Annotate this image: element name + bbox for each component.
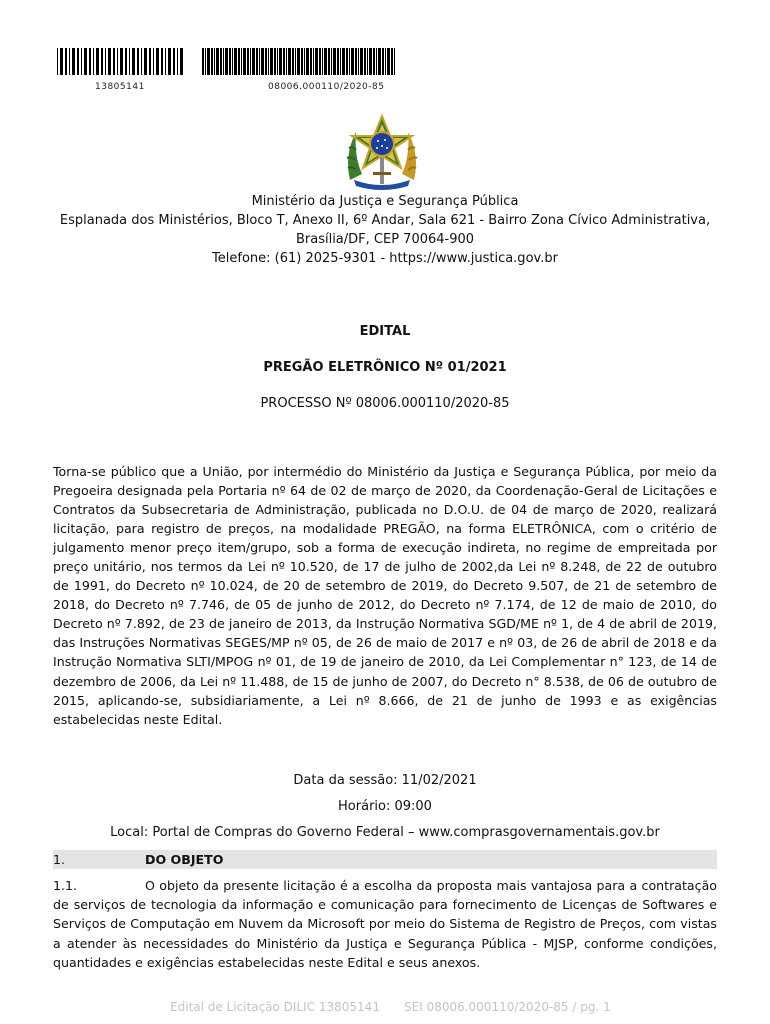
barcode-bar	[205, 48, 206, 75]
section-number: 1.	[53, 852, 66, 867]
section-title: DO OBJETO	[145, 852, 224, 867]
barcode-bar	[229, 48, 231, 75]
processo-number: PROCESSO Nº 08006.000110/2020-85	[260, 396, 510, 411]
intro-paragraph: Torna-se público que a União, por intermédio do Ministério da Justiça e Segurança Pública, por meio da Pregoeira designada pela Portaria nº 64 de 02 de março de 2020, da Coordenação-Geral de Licitações e Contratos da Subsecretaria de Administração, publicada no D.O.U. de 04 de março de 2020, realizará licitação, para registro de preços, na modalidade PREGÃO, na forma ELETRÔNICA, com o critério de julgamento menor preço item/grupo, sob a forma de execução indireta, no regime de empreitada por preço unitário, nos termos da Lei nº 10.520, de 17 de julho de 2002,da Lei nº 8.248, de 22 de outubro de 1991, do Decreto nº 10.024, de 20 de setembro de 2019, do Decreto 9.507, de 21 de setembro de 2018, do Decreto nº 7.746, de 05 de junho de 2012, do Decreto nº 7.174, de 12 de maio de 2010, do Decreto nº 7.892, de 23 de janeiro de 2013, da Instrução Normativa SGD/ME nº 1, de 4 de abril de 2019, das Instruções Normativas SEGES/MP nº 05, de 26 de maio de 2017 e nº 03, de 26 de abril de 2018 e da Instrução Normativa SLTI/MPOG nº 01, de 19 de janeiro de 2010, da Lei Complementar n° 123, de 14 de dezembro de 2006, da Lei nº 11.488, de 15 de junho de 2007, do Decreto n° 8.538, de 06 de outubro de 2015, aplicando-se, subsidiariamente, a Lei nº 8.666, de 21 de junho de 1993 e as exigências estabelecidas neste Edital.	[53, 464, 717, 727]
barcode-bar	[277, 48, 278, 75]
barcode-bar	[319, 48, 321, 75]
barcode-bar	[243, 48, 246, 75]
barcode-bar	[144, 48, 147, 75]
barcode-bar	[265, 48, 267, 75]
barcode-bar	[283, 48, 285, 75]
barcode-bar	[274, 48, 276, 75]
barcode-bar	[310, 48, 312, 75]
barcode-bar	[378, 48, 381, 75]
barcode-bar	[165, 48, 166, 75]
barcode-bar	[137, 48, 139, 75]
barcode-bar	[168, 48, 171, 75]
footer-page-reference: SEI 08006.000110/2020-85 / pg. 1	[404, 1000, 611, 1014]
barcode-bar	[105, 48, 106, 75]
barcode-bar	[342, 48, 345, 75]
barcode-bar	[394, 48, 395, 75]
barcode-bar	[360, 48, 363, 75]
barcode-bar	[96, 48, 99, 75]
barcode-bar	[238, 48, 240, 75]
barcode-bar	[77, 48, 79, 75]
barcode-bar	[65, 48, 67, 75]
barcode-bar	[141, 48, 142, 75]
barcode-bar	[93, 48, 94, 75]
institution-address: Esplanada dos Ministérios, Bloco T, Anexo II, 6º Andar, Sala 621 - Bairro Zona Cívico Administrativa,	[59, 213, 711, 228]
barcode-bar	[69, 48, 70, 75]
barcode-bar	[84, 48, 87, 75]
barcode-bar	[216, 48, 219, 75]
barcode-bar	[279, 48, 282, 75]
barcode-bar	[108, 48, 111, 75]
barcode-document-id	[57, 48, 185, 75]
barcode-bar	[387, 48, 390, 75]
barcode-bar	[373, 48, 375, 75]
barcode-bar	[241, 48, 242, 75]
barcode-bar	[57, 48, 58, 75]
barcode-bar	[261, 48, 264, 75]
barcode-bar	[301, 48, 303, 75]
brazil-coat-of-arms-emblem	[340, 110, 424, 190]
barcode-bar	[117, 48, 118, 75]
barcode-bar	[333, 48, 336, 75]
barcode-bar	[369, 48, 372, 75]
barcode-bar	[355, 48, 357, 75]
barcode-bar	[232, 48, 233, 75]
barcode-bar	[252, 48, 255, 75]
barcode-bar	[304, 48, 305, 75]
barcode-bar	[295, 48, 296, 75]
barcode-bar	[315, 48, 318, 75]
barcode-bar	[313, 48, 314, 75]
ministry-name: Ministério da Justiça e Segurança Pública	[251, 194, 519, 209]
barcode-bar	[173, 48, 175, 75]
document-type-title: EDITAL	[359, 324, 411, 339]
item-number: 1.1.	[53, 878, 78, 893]
barcode-bar	[349, 48, 350, 75]
barcode-bar	[391, 48, 393, 75]
barcode-bar	[225, 48, 228, 75]
barcode-bar	[177, 48, 178, 75]
barcode-bar	[149, 48, 151, 75]
barcode-bar	[385, 48, 386, 75]
barcode-bar	[161, 48, 163, 75]
barcode-bar	[306, 48, 309, 75]
barcode-document-id-label: 13805141	[95, 82, 145, 92]
institution-contact: Telefone: (61) 2025-9301 - https://www.justica.gov.br	[212, 251, 558, 266]
barcode-bar	[214, 48, 215, 75]
barcode-bar	[376, 48, 377, 75]
institution-city: Brasília/DF, CEP 70064-900	[295, 232, 475, 247]
barcode-bar	[292, 48, 294, 75]
barcode-bar	[125, 48, 127, 75]
footer-document-reference: Edital de Licitação DILIC 13805141	[170, 1000, 380, 1014]
barcode-bar	[324, 48, 327, 75]
session-time: Horário: 09:00	[338, 799, 432, 814]
barcode-process-number	[202, 48, 397, 75]
barcode-bar	[328, 48, 330, 75]
barcode-bar	[211, 48, 213, 75]
barcode-bar	[367, 48, 368, 75]
barcode-bar	[297, 48, 300, 75]
barcode-process-number-label: 08006.000110/2020-85	[268, 82, 385, 92]
section-item-1-1	[53, 876, 717, 972]
barcode-bar	[113, 48, 115, 75]
institution-header	[40, 192, 730, 268]
barcode-bar	[286, 48, 287, 75]
barcode-bar	[346, 48, 348, 75]
barcode-bar	[340, 48, 341, 75]
barcode-bar	[288, 48, 291, 75]
barcode-bar	[180, 48, 183, 75]
barcode-bar	[120, 48, 123, 75]
barcode-bar	[256, 48, 258, 75]
barcode-bar	[382, 48, 384, 75]
barcode-bar	[268, 48, 269, 75]
barcode-bar	[129, 48, 130, 75]
barcode-bar	[234, 48, 237, 75]
barcode-bar	[220, 48, 222, 75]
barcode-bar	[270, 48, 273, 75]
barcode-bar	[89, 48, 91, 75]
pregao-title: PREGÃO ELETRÔNICO Nº 01/2021	[263, 360, 507, 375]
barcode-bar	[153, 48, 154, 75]
barcode-bar	[331, 48, 332, 75]
barcode-bar	[72, 48, 75, 75]
barcode-bar	[351, 48, 354, 75]
barcode-bar	[358, 48, 359, 75]
barcode-bar	[156, 48, 159, 75]
barcode-bar	[247, 48, 249, 75]
barcode-bar	[101, 48, 103, 75]
barcode-bar	[364, 48, 366, 75]
session-place: Local: Portal de Compras do Governo Federal – www.comprasgovernamentais.gov.br	[110, 825, 660, 840]
barcode-bar	[223, 48, 224, 75]
barcode-bar	[259, 48, 260, 75]
barcode-bar	[250, 48, 251, 75]
barcode-bar	[322, 48, 323, 75]
item-text: O objeto da presente licitação é a escolha da proposta mais vantajosa para a contratação de serviços de tecnologia da informação e comunicação para fornecimento de Licenças de Softwares e Serviços de Computação em Nuvem da Microsoft por meio do Sistema de Registro de Preços, com vistas a atender às necessidades do Ministério da Justiça e Segurança Pública - MJSP, conforme condições, quantidades e exigências estabelecidas neste Edital e seus anexos.	[53, 878, 717, 970]
section-heading-objeto	[53, 850, 717, 869]
barcode-bar	[207, 48, 210, 75]
barcode-bar	[337, 48, 339, 75]
barcode-bar	[132, 48, 135, 75]
barcode-bar	[60, 48, 63, 75]
barcode-bar	[81, 48, 82, 75]
barcode-bar	[202, 48, 204, 75]
session-date: Data da sessão: 11/02/2021	[293, 773, 477, 788]
